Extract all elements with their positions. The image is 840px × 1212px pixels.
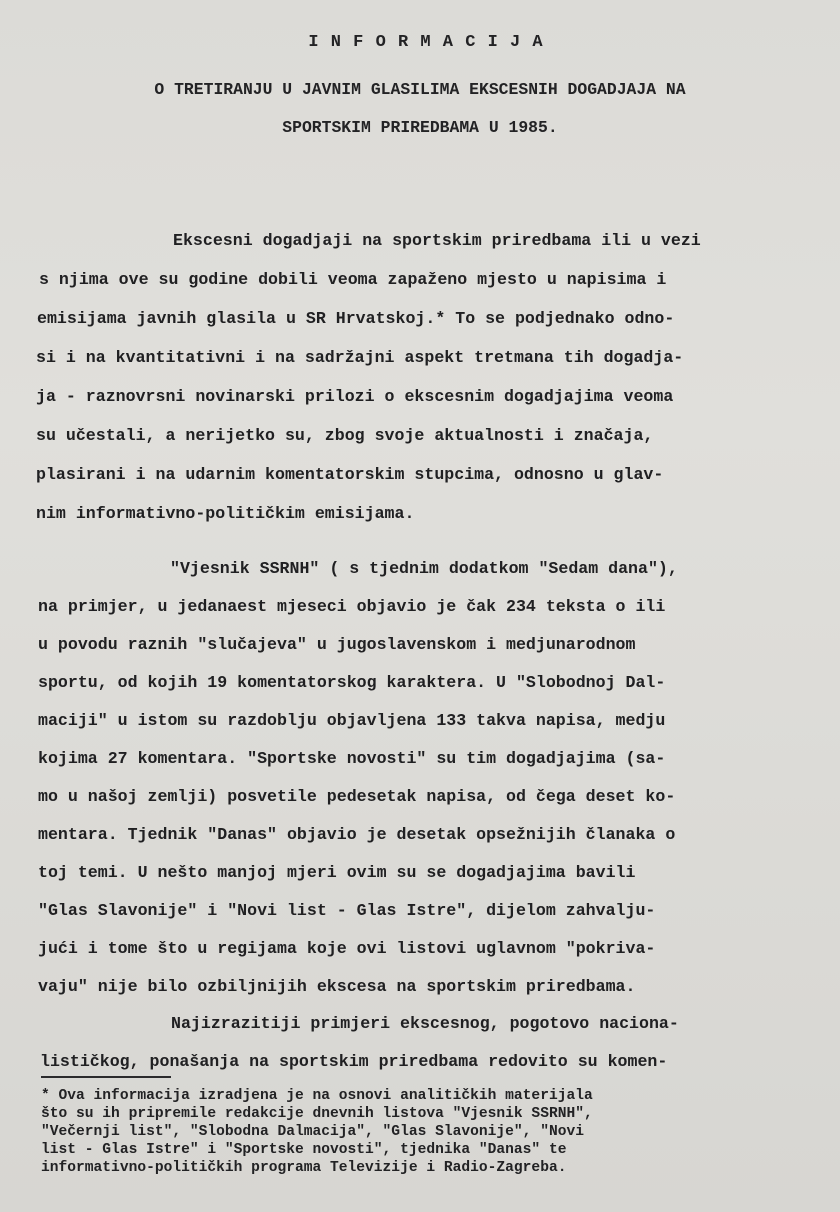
- body-line: maciji" u istom su razdoblju objavljena 133 takva napisa, medju: [38, 711, 666, 730]
- body-line: s njima ove su godine dobili veoma zapaženo mjesto u napisima i: [39, 270, 667, 289]
- body-line: jući i tome što u regijama koje ovi listovi uglavnom "pokriva-: [38, 939, 656, 958]
- document-subtitle-line-1: O TRETIRANJU U JAVNIM GLASILIMA EKSCESNIH DOGADJAJA NA: [154, 80, 686, 99]
- footnote-line: list - Glas Istre" i "Sportske novosti", tjednika "Danas" te: [41, 1142, 567, 1158]
- body-line: plasirani i na udarnim komentatorskim stupcima, odnosno u glav-: [36, 465, 664, 484]
- body-line: na primjer, u jedanaest mjeseci objavio je čak 234 teksta o ili: [38, 597, 666, 616]
- body-line: mentara. Tjednik "Danas" objavio je desetak opsežnijih članaka o: [38, 825, 676, 844]
- body-line: mo u našoj zemlji) posvetile pedesetak napisa, od čega deset ko-: [38, 787, 676, 806]
- footnote-line: * Ova informacija izradjena je na osnovi analitičkih materijala: [41, 1088, 593, 1104]
- document-subtitle-line-2: SPORTSKIM PRIREDBAMA U 1985.: [282, 118, 558, 137]
- body-line: ja - raznovrsni novinarski prilozi o ekscesnim dogadjajima veoma: [36, 387, 674, 406]
- footnote-divider: [41, 1076, 171, 1078]
- footnote-line: "Večernji list", "Slobodna Dalmacija", "Glas Slavonije", "Novi: [41, 1124, 584, 1140]
- body-line: Najizrazitiji primjeri ekscesnog, pogotovo naciona-: [171, 1014, 679, 1033]
- body-line: u povodu raznih "slučajeva" u jugoslavenskom i medjunarodnom: [38, 635, 636, 654]
- body-line: kojima 27 komentara. "Sportske novosti" su tim dogadjajima (sa-: [38, 749, 666, 768]
- body-line: si i na kvantitativni i na sadržajni aspekt tretmana tih dogadja-: [36, 348, 684, 367]
- body-line: lističkog, ponašanja na sportskim priredbama redovito su komen-: [40, 1052, 668, 1071]
- body-line: su učestali, a nerijetko su, zbog svoje aktualnosti i značaja,: [36, 426, 654, 445]
- body-line: nim informativno-političkim emisijama.: [36, 504, 415, 523]
- body-line: sportu, od kojih 19 komentatorskog karaktera. U "Slobodnoj Dal-: [38, 673, 666, 692]
- body-line: "Vjesnik SSRNH" ( s tjednim dodatkom "Sedam dana"),: [170, 559, 678, 578]
- footnote-line: što su ih pripremile redakcije dnevnih listova "Vjesnik SSRNH",: [41, 1106, 593, 1122]
- body-line: emisijama javnih glasila u SR Hrvatskoj.* To se podjednako odno-: [37, 309, 675, 328]
- footnote-line: informativno-političkih programa Televizije i Radio-Zagreba.: [41, 1160, 567, 1176]
- body-line: "Glas Slavonije" i "Novi list - Glas Istre", dijelom zahvalju-: [38, 901, 656, 920]
- body-line: vaju" nije bilo ozbiljnijih ekscesa na sportskim priredbama.: [38, 977, 636, 996]
- body-line: Ekscesni dogadjaji na sportskim priredbama ili u vezi: [173, 231, 701, 250]
- body-line: toj temi. U nešto manjoj mjeri ovim su se dogadjajima bavili: [38, 863, 636, 882]
- document-title: I N F O R M A C I J A: [308, 33, 544, 52]
